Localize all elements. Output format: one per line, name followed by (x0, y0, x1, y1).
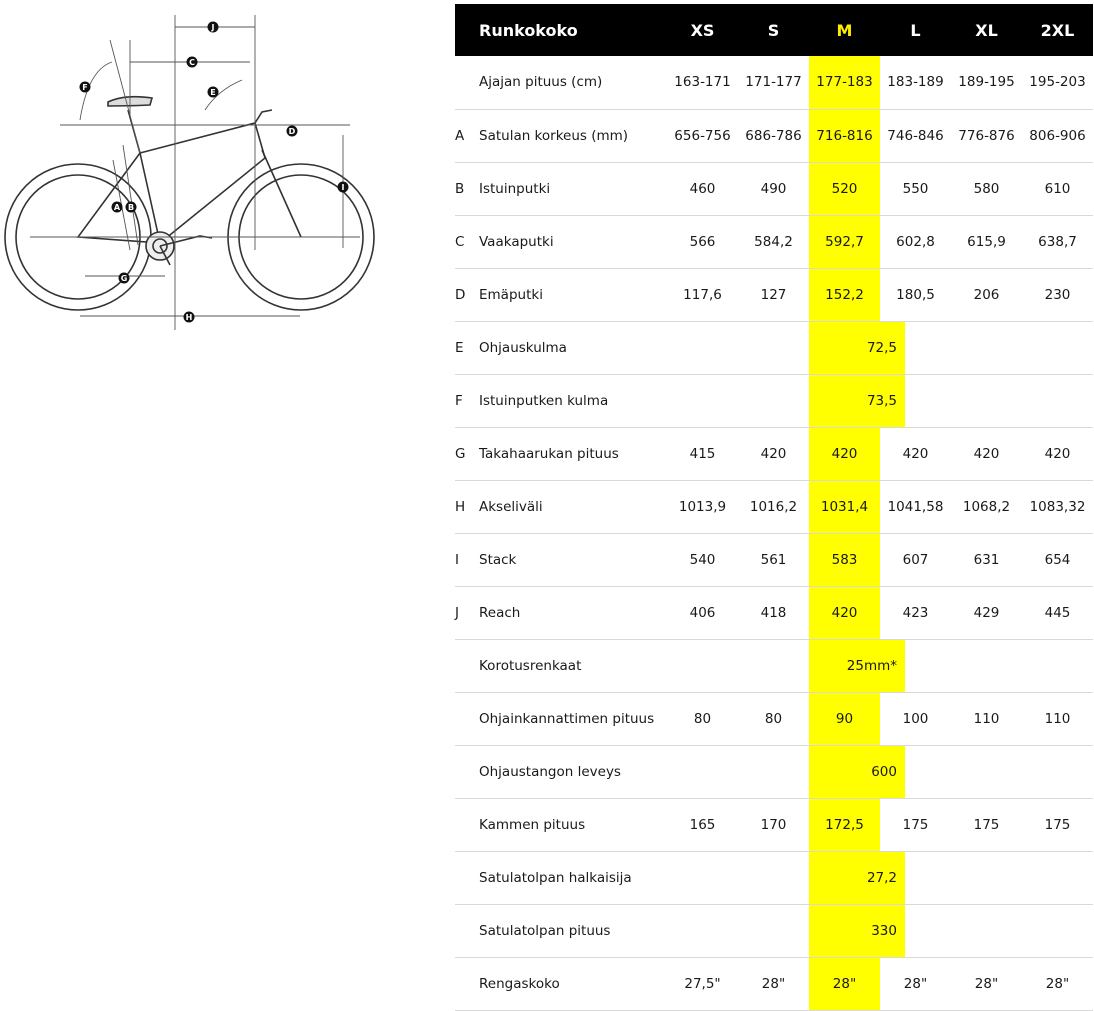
cell-value: 28" (809, 957, 880, 1010)
cell-value: 420 (809, 586, 880, 639)
table-row (455, 957, 1093, 1010)
svg-text:E: E (210, 88, 216, 97)
cell-value: 180,5 (880, 268, 951, 321)
cell-value: 1016,2 (738, 480, 809, 533)
cell-value: 420 (951, 427, 1022, 480)
cell-value: 406 (667, 586, 738, 639)
cell-value: 654 (1022, 533, 1093, 586)
main-triangle (140, 123, 265, 243)
label-b (126, 202, 137, 213)
svg-text:A: A (113, 203, 121, 212)
header-size-m: M (836, 20, 853, 40)
row-label (455, 109, 667, 162)
cell-value: 420 (738, 427, 809, 480)
row-letter: I (455, 551, 459, 568)
row-letter: J (455, 604, 459, 621)
cell-value: 566 (667, 215, 738, 268)
row-letter: E (455, 339, 464, 356)
table-row (455, 109, 1093, 162)
cell-value: 615,9 (951, 215, 1022, 268)
cell-value: 177-183 (809, 56, 880, 109)
table-row (455, 692, 1093, 745)
label-c (187, 57, 198, 68)
empty-cell (1022, 745, 1093, 798)
empty-cell (667, 321, 738, 374)
empty-cell (667, 639, 738, 692)
row-name: Ohjainkannattimen pituus (479, 710, 655, 727)
svg-text:G: G (120, 274, 128, 283)
span-cell (809, 851, 897, 904)
label-e (208, 87, 219, 98)
row-name: Satulan korkeus (mm) (479, 127, 629, 144)
geometry-table (455, 4, 1093, 1011)
cell-value: 171-177 (738, 56, 809, 109)
empty-cell (951, 374, 1022, 427)
span-cell (809, 321, 897, 374)
cell-value: 592,7 (809, 215, 880, 268)
cell-value: 110 (951, 692, 1022, 745)
cell-value: 230 (1022, 268, 1093, 321)
table-header-row (455, 4, 1093, 56)
cell-value: 163-171 (667, 56, 738, 109)
row-name: Kammen pituus (479, 816, 586, 833)
cell-value: 806-906 (1022, 109, 1093, 162)
row-name: Emäputki (479, 286, 543, 303)
cell-value: 90 (809, 692, 880, 745)
cell-value: 175 (880, 798, 951, 851)
empty-cell (667, 851, 738, 904)
cell-value: 656-756 (667, 109, 738, 162)
cell-value: 127 (738, 268, 809, 321)
row-letter: G (455, 445, 466, 462)
row-label (455, 533, 667, 586)
cell-value: 716-816 (809, 109, 880, 162)
shared-value: 27,2 (809, 852, 905, 904)
cell-value: 172,5 (809, 798, 880, 851)
cell-value: 460 (667, 162, 738, 215)
table-row (455, 321, 1093, 374)
row-label (455, 56, 667, 109)
cell-value: 1068,2 (951, 480, 1022, 533)
cell-value: 28" (951, 957, 1022, 1010)
header-size-2xl: 2XL (1040, 20, 1075, 40)
cell-value: 610 (1022, 162, 1093, 215)
cell-value: 100 (880, 692, 951, 745)
shared-value: 330 (809, 905, 905, 957)
cell-value: 165 (667, 798, 738, 851)
cell-value: 206 (951, 268, 1022, 321)
row-label (455, 692, 667, 745)
row-label (455, 268, 667, 321)
header-size-l: L (910, 20, 921, 40)
cell-value: 746-846 (880, 109, 951, 162)
empty-cell (951, 851, 1022, 904)
empty-cell (738, 851, 809, 904)
empty-cell (951, 639, 1022, 692)
svg-text:B: B (127, 203, 135, 212)
table-row (455, 215, 1093, 268)
row-label (455, 639, 667, 692)
cell-value: 195-203 (1022, 56, 1093, 109)
row-label (455, 586, 667, 639)
cell-value: 584,2 (738, 215, 809, 268)
row-letter: D (455, 286, 466, 303)
empty-cell (738, 321, 809, 374)
row-name: Reach (479, 604, 521, 621)
span-cell (809, 745, 897, 798)
label-i (338, 182, 349, 193)
cell-value: 420 (1022, 427, 1093, 480)
row-letter: F (455, 392, 463, 409)
table-row (455, 798, 1093, 851)
row-name: Vaakaputki (479, 233, 554, 250)
cell-value: 423 (880, 586, 951, 639)
cell-value: 27,5" (667, 957, 738, 1010)
span-cell (809, 904, 897, 957)
span-cell (809, 374, 897, 427)
empty-cell (667, 374, 738, 427)
table-row (455, 162, 1093, 215)
rear-triangle (78, 153, 160, 243)
empty-cell (667, 904, 738, 957)
svg-text:C: C (189, 58, 195, 67)
cell-value: 583 (809, 533, 880, 586)
row-letter: H (455, 498, 466, 515)
cell-value: 540 (667, 533, 738, 586)
cell-value: 1013,9 (667, 480, 738, 533)
cell-value: 80 (667, 692, 738, 745)
fork (262, 150, 301, 237)
empty-cell (738, 904, 809, 957)
svg-text:J: J (211, 23, 215, 32)
table-row (455, 586, 1093, 639)
shared-value: 73,5 (809, 375, 905, 427)
cell-value: 80 (738, 692, 809, 745)
cell-value: 189-195 (951, 56, 1022, 109)
header-size-s: S (767, 20, 780, 40)
label-j (208, 22, 219, 33)
row-name: Ohjauskulma (479, 339, 567, 356)
row-name: Satulatolpan halkaisija (479, 869, 632, 886)
cell-value: 420 (809, 427, 880, 480)
cell-value: 152,2 (809, 268, 880, 321)
row-name: Ajajan pituus (cm) (479, 74, 603, 91)
cell-value: 1031,4 (809, 480, 880, 533)
cell-value: 638,7 (1022, 215, 1093, 268)
row-name: Takahaarukan pituus (479, 445, 619, 462)
row-label (455, 851, 667, 904)
empty-cell (738, 745, 809, 798)
cell-value: 117,6 (667, 268, 738, 321)
header-size-xs: XS (690, 20, 715, 40)
row-letter: B (455, 180, 465, 197)
empty-cell (1022, 639, 1093, 692)
span-cell (809, 639, 897, 692)
row-letter: A (455, 127, 465, 144)
cell-value: 28" (738, 957, 809, 1010)
cell-value: 686-786 (738, 109, 809, 162)
empty-cell (1022, 904, 1093, 957)
table-row (455, 374, 1093, 427)
cell-value: 175 (1022, 798, 1093, 851)
empty-cell (951, 745, 1022, 798)
svg-text:H: H (185, 313, 193, 322)
row-name: Korotusrenkaat (479, 657, 582, 674)
cell-value: 607 (880, 533, 951, 586)
label-d (287, 126, 298, 137)
table-row (455, 533, 1093, 586)
row-letter: C (455, 233, 465, 250)
bike-geometry-diagram (0, 10, 390, 330)
svg-text:D: D (288, 127, 296, 136)
row-label (455, 162, 667, 215)
cell-value: 1041,58 (880, 480, 951, 533)
empty-cell (667, 745, 738, 798)
shared-value: 25mm* (809, 640, 905, 692)
empty-cell (738, 374, 809, 427)
header-frame-size: Runkokoko (479, 20, 578, 40)
label-h (184, 312, 195, 323)
cell-value: 429 (951, 586, 1022, 639)
label-f (80, 82, 91, 93)
label-g (119, 273, 130, 284)
row-name: Akseliväli (479, 498, 543, 515)
cell-value: 1083,32 (1022, 480, 1093, 533)
cell-value: 418 (738, 586, 809, 639)
row-label (455, 321, 667, 374)
empty-cell (1022, 321, 1093, 374)
empty-cell (951, 904, 1022, 957)
row-label (455, 798, 667, 851)
empty-cell (1022, 851, 1093, 904)
cell-value: 175 (951, 798, 1022, 851)
cell-value: 28" (1022, 957, 1093, 1010)
cell-value: 602,8 (880, 215, 951, 268)
cell-value: 631 (951, 533, 1022, 586)
cell-value: 445 (1022, 586, 1093, 639)
row-label (455, 957, 667, 1010)
row-name: Stack (479, 551, 517, 568)
cell-value: 420 (880, 427, 951, 480)
table-row (455, 851, 1093, 904)
row-label (455, 215, 667, 268)
table-row (455, 745, 1093, 798)
cell-value: 170 (738, 798, 809, 851)
row-label (455, 904, 667, 957)
empty-cell (951, 321, 1022, 374)
shared-value: 72,5 (809, 322, 905, 374)
label-a (112, 202, 123, 213)
svg-text:I: I (341, 183, 345, 192)
cell-value: 520 (809, 162, 880, 215)
table-row (455, 639, 1093, 692)
cell-value: 580 (951, 162, 1022, 215)
empty-cell (1022, 374, 1093, 427)
row-name: Rengaskoko (479, 975, 560, 992)
cell-value: 490 (738, 162, 809, 215)
cell-value: 561 (738, 533, 809, 586)
cell-value: 776-876 (951, 109, 1022, 162)
table-row (455, 480, 1093, 533)
row-name: Istuinputken kulma (479, 392, 609, 409)
row-name: Satulatolpan pituus (479, 922, 611, 939)
header-size-xl: XL (975, 20, 998, 40)
svg-text:F: F (82, 83, 88, 92)
cell-value: 28" (880, 957, 951, 1010)
table-row (455, 56, 1093, 109)
empty-cell (738, 639, 809, 692)
shared-value: 600 (809, 746, 905, 798)
cell-value: 110 (1022, 692, 1093, 745)
table-row (455, 268, 1093, 321)
row-label (455, 374, 667, 427)
table-row (455, 904, 1093, 957)
row-name: Ohjaustangon leveys (479, 763, 621, 780)
row-label (455, 480, 667, 533)
table-body (455, 56, 1093, 1010)
cell-value: 550 (880, 162, 951, 215)
row-label (455, 745, 667, 798)
table-row (455, 427, 1093, 480)
row-name: Istuinputki (479, 180, 551, 197)
cell-value: 415 (667, 427, 738, 480)
cell-value: 183-189 (880, 56, 951, 109)
row-label (455, 427, 667, 480)
